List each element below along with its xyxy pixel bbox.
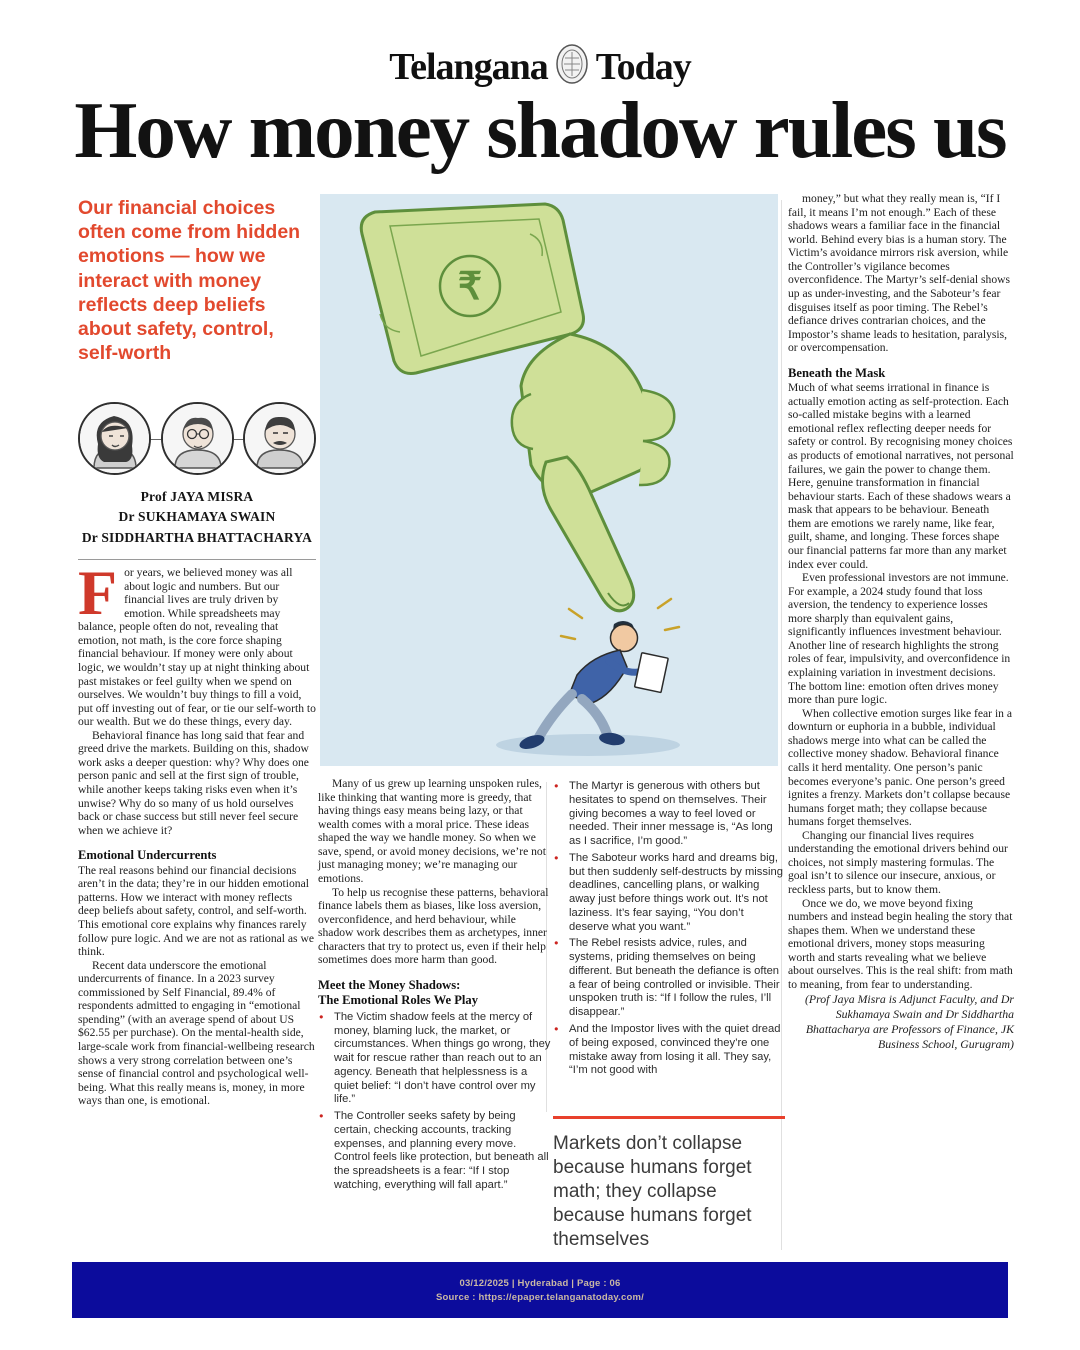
author-byline	[78, 487, 316, 560]
footer-source-url: Source : https://epaper.telanganatoday.com/	[436, 1291, 644, 1303]
paragraph: Many of us grew up learning unspoken rules, like thinking that wanting more is greedy, that having things easy means being lazy, or that wealth comes with a moral price. These ideas shaped the way we handle money. So when we save, spend, or avoid money decisions, we’re not just managing money; we’re managing our emotions.	[318, 777, 546, 885]
footer-date-page: 03/12/2025 | Hyderabad | Page : 06	[459, 1277, 621, 1289]
epaper-footer-bar	[72, 1262, 1008, 1318]
list-item-rebel: ● The Rebel resists advice, rules, and systems, priding themselves on being different. But beneath the defiance is often a fear of being controlled or invisible. Their unspoken truth is: “If I follow the rules, I’ll disappear.”	[553, 937, 785, 1020]
paragraph: Once we do, we move beyond fixing numbers and instead begin healing the story that shapes them. When we understand these emotional drivers, money stops measuring worth and starts revealing what we believe about ourselves. This is the real shift: from math to meaning, from fear to understanding.	[788, 896, 1013, 991]
masthead-emblem-icon	[555, 44, 589, 89]
author-name: Dr SUKHAMAYA SWAIN	[118, 509, 276, 525]
list-item-victim: ● The Victim shadow feels at the mercy of money, blaming luck, the market, or circumstances. When things go wrong, they wait for rescue rather than reach out to an agency. Beneath that helplessness is a quiet belief: “I don’t have control over my life.”	[318, 1011, 553, 1107]
paragraph: Changing our financial lives requires understanding the emotional drivers behind our choices, not simply mastering formulas. The goal isn’t to silence our insecure, anxious, or reckless parts, but to know them.	[788, 828, 1008, 897]
paragraph: Behavioral finance has long said that fear and greed drive the markets. Building on this, shadow work asks a deeper question: why? Why does one person panic and sell at the first sign of trouble, while another keeps taking risks even when it’s unwise? Why do so many of us hold ourselves back or chase success but still never feel secure when we achieve it?	[78, 728, 309, 837]
column-1	[78, 557, 316, 1108]
paragraph: Much of what seems irrational in finance is actually emotion acting as self-protection. Each so-called mistake begins with a learned emotional reflex reflecting deeper needs for safety or control. By recognising money choices as products of emotional narratives, not personal failures, we gain the power to change them. Here, genuine transformation in financial behaviour starts. Each of these shadows wears a mask that appears to be behaviour. Beneath them are emotions we rarely name, like fear, guilt, shame, and longing. These forces shape our financial patterns far more than any market index ever could.	[788, 381, 1014, 571]
paragraph: Even professional investors are not immune. For example, a 2024 study found that loss aversion, the tendency to experience losses more sharply than equivalent gains, significantly influences investment behaviour. Another line of research highlights the strong roles of fear, impulsivity, and overconfidence in explaining variation in investment decisions. The bottom line: emotion often drives money more than pure logic.	[788, 571, 1011, 707]
list-item-saboteur: ● The Saboteur works hard and dreams big, but then suddenly self-destructs by missing deadlines, cancelling plans, or walking away just before things work out. It’s not laziness. It’s fear saying, “You don’t deserve what you want.”	[553, 852, 785, 935]
paragraph	[78, 557, 316, 729]
section-heading-emotional-undercurrents: Emotional Undercurrents	[78, 848, 217, 863]
headline: How money shadow rules us	[74, 85, 1006, 175]
paragraph-text: or years, we believed money was all about logic and numbers. But our financial lives are truly driven by emotion. While spreadsheets may balance, people often do not, revealing that emotion, not math, is the core force shaping financial behaviour. If money were only about logic, we wouldn’t stay up at night thinking about past mistakes or feel guilty when we spend on ourselves. We wouldn’t buy things to fill a void, put off investing out of fear, or tie our self-worth to our wealth. But we do these things, every day.	[78, 566, 316, 729]
list-item-controller: ● The Controller seeks safety by being certain, checking accounts, tracking expenses, and planning every move. Control feels like protection, but beneath all the spreadsheets is a fear: “If I stop watching, everything will fall apart.”	[318, 1110, 553, 1193]
paragraph: To help us recognise these patterns, behavioral finance labels them as biases, like loss aversion, overconfidence, and herd behaviour, while shadow work describes them as archetypes, inner characters that try to protect us, even if their help sometimes does more harm than good.	[318, 885, 549, 967]
column-3	[553, 777, 785, 1081]
column-2	[318, 777, 553, 1196]
section-heading-beneath-the-mask: Beneath the Mask	[788, 365, 886, 380]
author-name: Prof JAYA MISRA	[140, 489, 254, 504]
author-name: Dr SIDDHARTHA BHATTACHARYA	[81, 529, 313, 545]
shadow-archetype-list	[553, 780, 785, 1078]
author-portraits	[78, 402, 316, 478]
author-portrait-jaya-misra	[78, 402, 151, 475]
paragraph: money,” but what they really mean is, “If I fail, it means I’m not enough.” Each of these shadows wears a familiar face in the financial world. Behind every bias is a human story. The Victim’s avoidance mirrors risk aversion, while the Controller’s vigilance becomes overconfidence. The Martyr’s self-denial shows up as under-investing, and the Saboteur’s fear disguises itself as poor timing. The Rebel’s defiance drives contrarian choices, and the Impostor’s shame leads to hesitation, paralysis, or overcompensation.	[788, 192, 1011, 355]
list-item-martyr: ● The Martyr is generous with others but hesitates to spend on themselves. Their giving becomes a way to feel loved or needed. Their inner message is, “As long as I sacrifice, I’m good.”	[553, 780, 785, 849]
masthead-title-left: Telangana	[389, 45, 548, 88]
rupee-symbol: ₹	[457, 266, 483, 308]
section-heading-money-shadows-sub: The Emotional Roles We Play	[318, 993, 478, 1008]
shadow-archetype-list	[318, 1011, 553, 1193]
column-rule	[781, 200, 782, 1250]
author-portrait-sukhamaya-swain	[161, 402, 234, 475]
drop-cap: F	[78, 557, 118, 628]
column-4	[788, 192, 1014, 1052]
masthead	[0, 44, 1080, 89]
pull-quote: Markets don’t collapse because humans forget math; they collapse because humans forget themselves	[553, 1116, 785, 1252]
section-heading-money-shadows: Meet the Money Shadows:	[318, 977, 461, 992]
author-portrait-siddhartha-bhattacharya	[243, 402, 316, 475]
paragraph: When collective emotion surges like fear in a downturn or euphoria in a bubble, individual shadows merge into what can be called the collective money shadow. Behavioral finance calls it herd mentality. One person’s panic becomes everyone’s panic. One person’s greed ignites a frenzy. Markets don’t collapse because humans forget math; they collapse because humans forget themselves.	[788, 706, 1013, 829]
list-item-impostor: ● And the Impostor lives with the quiet dread of being exposed, convinced they’re one mistake away from losing it all. They say, “I’m not good with	[553, 1023, 785, 1078]
standfirst: Our financial choices often come from hidden emotions — how we interact with money reflects deep beliefs about safety, control, self-worth	[78, 197, 301, 365]
money-hand-illustration	[320, 194, 778, 766]
masthead-title-right: Today	[595, 45, 691, 88]
author-credit: (Prof Jaya Misra is Adjunct Faculty, and Dr Sukhamaya Swain and Dr Siddhartha Bhattacharya are Professors of Finance, JK Business School, Gurugram)	[804, 991, 1014, 1051]
paragraph: The real reasons behind our financial decisions aren’t in the data; they’re in our hidden emotional patterns. How we interact with money reflects deep beliefs about safety, control, and self-worth. This emotional core explains why finances rarely follow pure logic. And we are not as rational as we think.	[78, 863, 314, 959]
paragraph: Recent data underscore the emotional undercurrents of finance. In a 2023 survey commissioned by Self Financial, 89.4% of respondents admitted to engaging in “emotional spending” (with an average spend of about US $62.55 per purchase). On the mental-health side, large-scale work from financial-wellbeing research shows a very strong correlation between one’s sense of financial control and psychological well-being. What this really means is, money, in more ways than one, is emotional.	[78, 958, 315, 1108]
